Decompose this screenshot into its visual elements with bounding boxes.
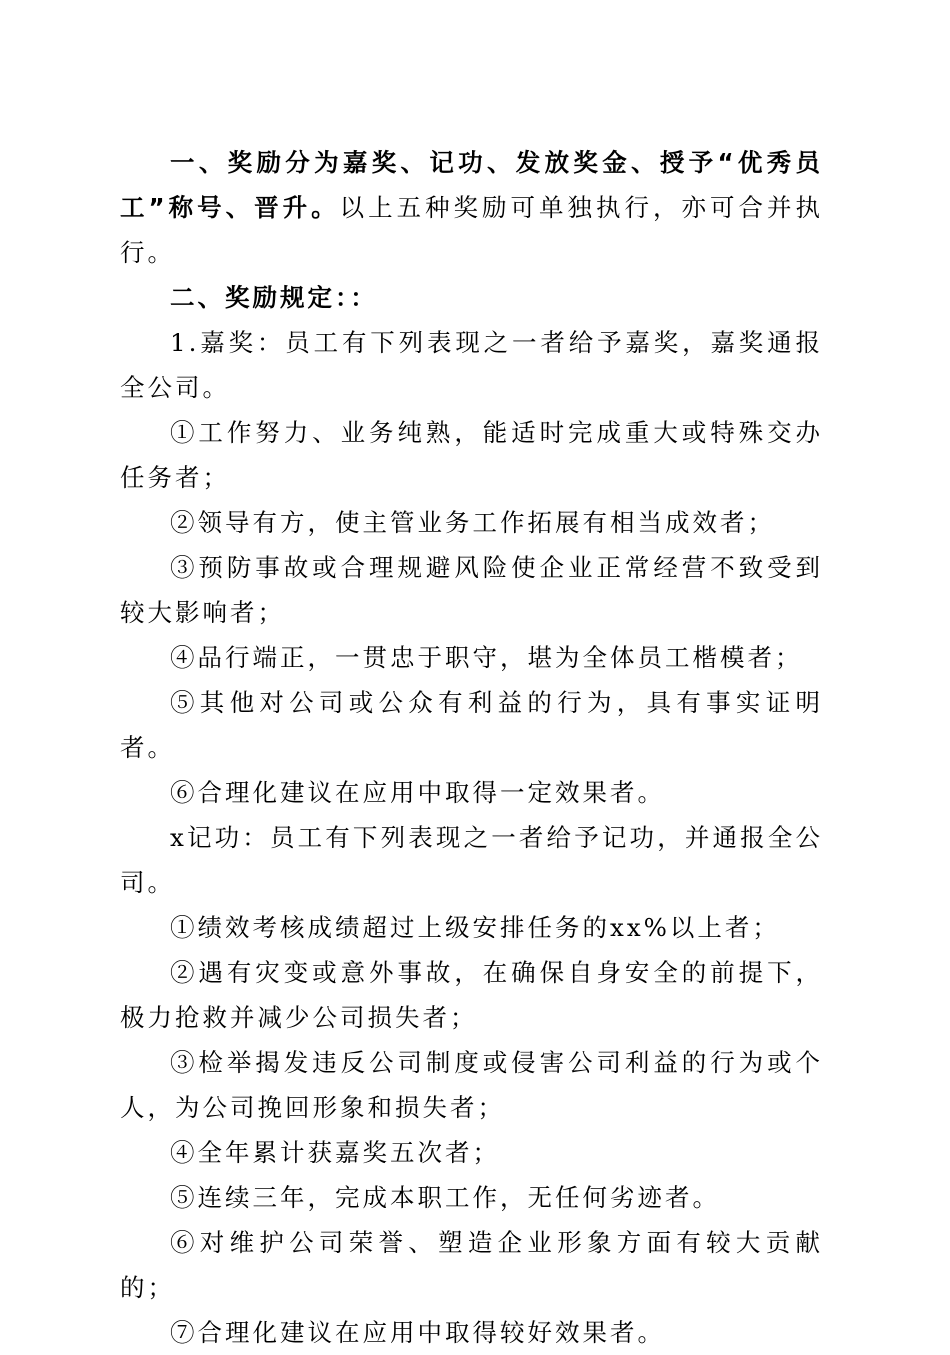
merit-item-5: ⑤连续三年，完成本职工作，无任何劣迹者。: [170, 1183, 720, 1212]
merit-item-4: ④全年累计获嘉奖五次者；: [170, 1138, 500, 1167]
commendation-item-6: ⑥合理化建议在应用中取得一定效果者。: [170, 778, 665, 807]
document-body: [120, 140, 823, 1355]
commendation-item-1: ①工作努力、业务纯熟，能适时完成重大或特殊交办任务者；: [120, 418, 823, 492]
reward-types-heading: 一、奖励分为嘉奖、记功、发放奖金、授予“优秀员工”称号、晋升。: [120, 148, 823, 222]
merit-item-1: ①绩效考核成绩超过上级安排任务的xx%以上者；: [170, 913, 780, 942]
reward-types-text: 以上五种奖励可单独执行，亦可合并执行。: [120, 193, 824, 267]
paragraph-reward-types: [120, 140, 823, 275]
commendation-item-5: ⑤其他对公司或公众有利益的行为，具有事实证明者。: [120, 688, 823, 762]
reward-rules-heading: 二、奖励规定：：: [170, 283, 378, 312]
merit-item-3: ③检举揭发违反公司制度或侵害公司利益的行为或个人，为公司挽回形象和损失者；: [120, 1048, 823, 1122]
merit-intro: x记功：员工有下列表现之一者给予记功，并通报全公司。: [120, 823, 823, 897]
commendation-item-4: ④品行端正，一贯忠于职守，堪为全体员工楷模者；: [170, 643, 803, 672]
merit-item-7: ⑦合理化建议在应用中取得较好效果者。: [170, 1318, 665, 1347]
merit-item-6: ⑥对维护公司荣誉、塑造企业形象方面有较大贡献的；: [120, 1228, 823, 1302]
commendation-item-3: ③预防事故或合理规避风险使企业正常经营不致受到较大影响者；: [120, 553, 823, 627]
merit-item-2: ②遇有灾变或意外事故，在确保自身安全的前提下，极力抢救并减少公司损失者；: [120, 958, 823, 1032]
commendation-intro: 1.嘉奖：员工有下列表现之一者给予嘉奖，嘉奖通报全公司。: [120, 328, 823, 402]
commendation-item-2: ②领导有方，使主管业务工作拓展有相当成效者；: [170, 508, 775, 537]
